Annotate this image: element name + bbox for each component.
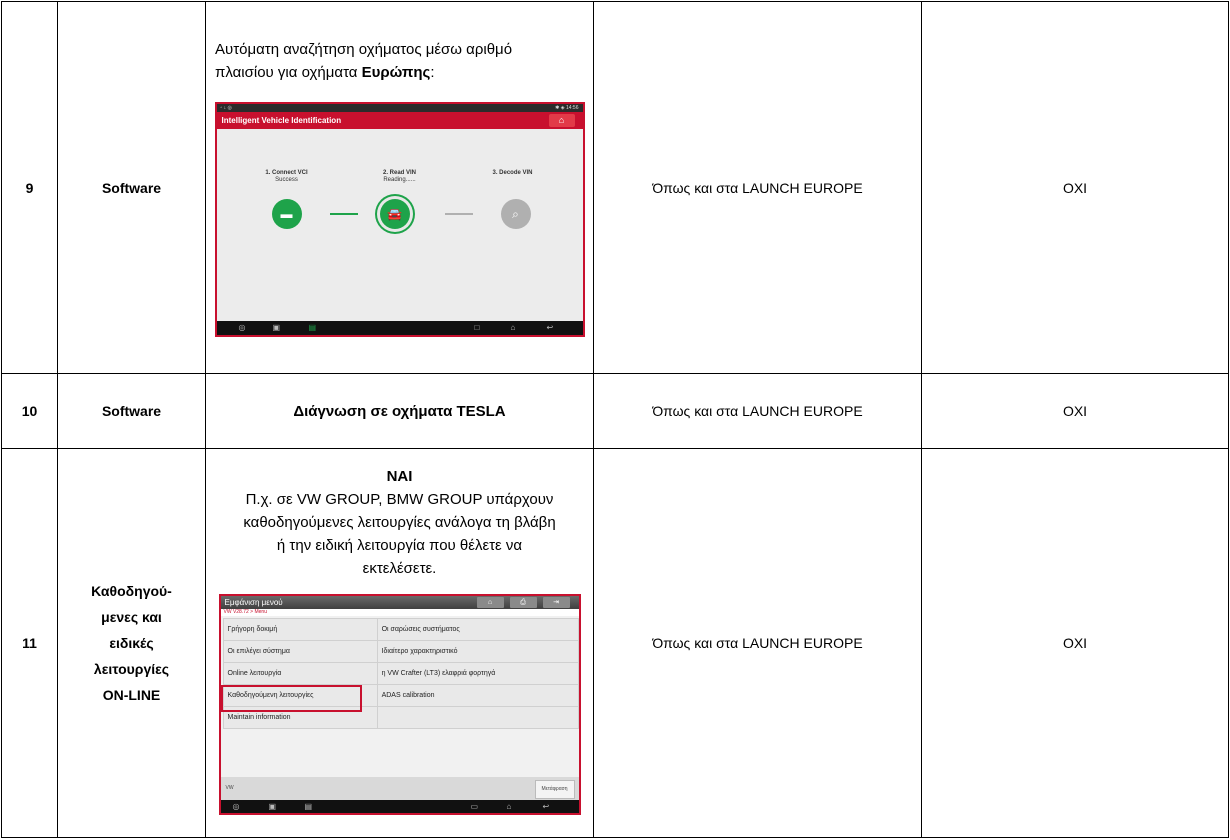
menu-item[interactable]: Ιδιαίτερο χαρακτηριστικό xyxy=(377,641,578,663)
status-bar: ▫ ↓ ◎ ✱ ◈ 14:56 xyxy=(217,104,583,112)
menu-item[interactable] xyxy=(377,707,578,729)
menu-item[interactable]: ADAS calibration xyxy=(377,685,578,707)
menu-item[interactable]: η VW Crafter (LT3) ελαφριά φορτηγά xyxy=(377,663,578,685)
table-row xyxy=(2,449,1229,838)
menu-grid xyxy=(223,618,579,729)
home-icon[interactable]: ⌂ xyxy=(477,597,504,608)
row-comparison: Όπως και στα LAUNCH EUROPE xyxy=(594,2,922,374)
steering-icon[interactable]: ◎ xyxy=(232,802,240,811)
steering-icon[interactable]: ◎ xyxy=(238,323,246,332)
row-category: Software xyxy=(58,374,206,449)
menu-item[interactable]: Καθοδηγούμενη λειτουργίες xyxy=(223,685,377,707)
table-row xyxy=(2,374,1229,449)
android-nav-bar xyxy=(217,321,583,335)
row-description: Διάγνωση σε οχήματα TESLA xyxy=(206,374,594,449)
row-comparison: Όπως και στα LAUNCH EUROPE xyxy=(594,374,922,449)
menu-item[interactable]: Maintain information xyxy=(223,707,377,729)
description-text: ΝΑΙ Π.χ. σε VW GROUP, BMW GROUP υπάρχουν καθοδηγούμενες λειτουργίες ανάλογα τη βλάβη ή την ειδική λειτουργία που θέλετε να εκτελέσετε. xyxy=(243,468,556,577)
car-icon: 🚘 xyxy=(380,199,410,229)
step-read-vin: 2. Read VIN Reading...... xyxy=(382,170,416,183)
row-description xyxy=(206,2,594,374)
app-title-bar: Intelligent Vehicle Identification ⌂ xyxy=(217,112,583,129)
back-icon[interactable]: ↩ xyxy=(546,323,554,332)
row-answer: ΟΧΙ xyxy=(922,449,1229,838)
translate-button[interactable]: Μετάφραση xyxy=(535,780,575,799)
table-row xyxy=(2,2,1229,374)
row-answer: ΟΧΙ xyxy=(922,374,1229,449)
menu-screenshot xyxy=(219,594,581,815)
arrow-icon xyxy=(445,213,473,215)
menu-item[interactable]: Online λειτουργία xyxy=(223,663,377,685)
row-number: 11 xyxy=(2,449,58,838)
menu-item[interactable]: Οι επιλέγει σύστημα xyxy=(223,641,377,663)
gallery-icon[interactable]: ▣ xyxy=(272,323,281,332)
row-description xyxy=(206,449,594,838)
recent-apps-icon[interactable]: □ xyxy=(474,323,480,332)
home-nav-icon[interactable]: ⌂ xyxy=(510,323,516,332)
menu-header: Εμφάνιση μενού ⌂ ⎙ ⇥ xyxy=(221,596,579,609)
barcode-search-icon: ⌕ xyxy=(501,199,531,229)
step-connect-vci: 1. Connect VCI Success xyxy=(265,170,308,183)
row-comparison: Όπως και στα LAUNCH EUROPE xyxy=(594,449,922,838)
recent-apps-icon[interactable]: ▭ xyxy=(470,802,479,811)
row-number: 9 xyxy=(2,2,58,374)
vci-status-icon[interactable]: ▤ xyxy=(304,802,313,811)
menu-footer: VW Μετάφραση xyxy=(221,777,579,800)
home-icon[interactable]: ⌂ xyxy=(549,114,575,127)
identification-steps xyxy=(217,129,583,321)
step-decode-vin: 3. Decode VIN xyxy=(492,170,533,176)
row-number: 10 xyxy=(2,374,58,449)
vci-icon: ▬ xyxy=(272,199,302,229)
exit-icon[interactable]: ⇥ xyxy=(543,597,570,608)
vci-status-icon[interactable]: ▤ xyxy=(308,323,317,332)
back-icon[interactable]: ↩ xyxy=(542,802,550,811)
print-icon[interactable]: ⎙ xyxy=(510,597,537,608)
row-category: Software xyxy=(58,2,206,374)
arrow-icon xyxy=(330,213,358,215)
gallery-icon[interactable]: ▣ xyxy=(268,802,277,811)
menu-item[interactable]: Οι σαρώσεις συστήματος xyxy=(377,619,578,641)
vehicle-identification-screenshot xyxy=(215,102,585,337)
breadcrumb: VW V28.72 > Menu xyxy=(221,609,579,616)
row-answer: ΟΧΙ xyxy=(922,2,1229,374)
home-nav-icon[interactable]: ⌂ xyxy=(506,802,512,811)
row-category: Καθοδηγού- μενες και ειδικές λειτουργίες ON-LINE xyxy=(58,449,206,838)
comparison-table xyxy=(1,1,1229,838)
android-nav-bar xyxy=(221,800,579,813)
description-text: Αυτόματη αναζήτηση οχήματος μέσω αριθμό πλαισίου για οχήματα Ευρώπης: xyxy=(215,41,513,81)
menu-item[interactable]: Γρήγορη δοκιμή xyxy=(223,619,377,641)
selection-highlight xyxy=(221,685,362,712)
